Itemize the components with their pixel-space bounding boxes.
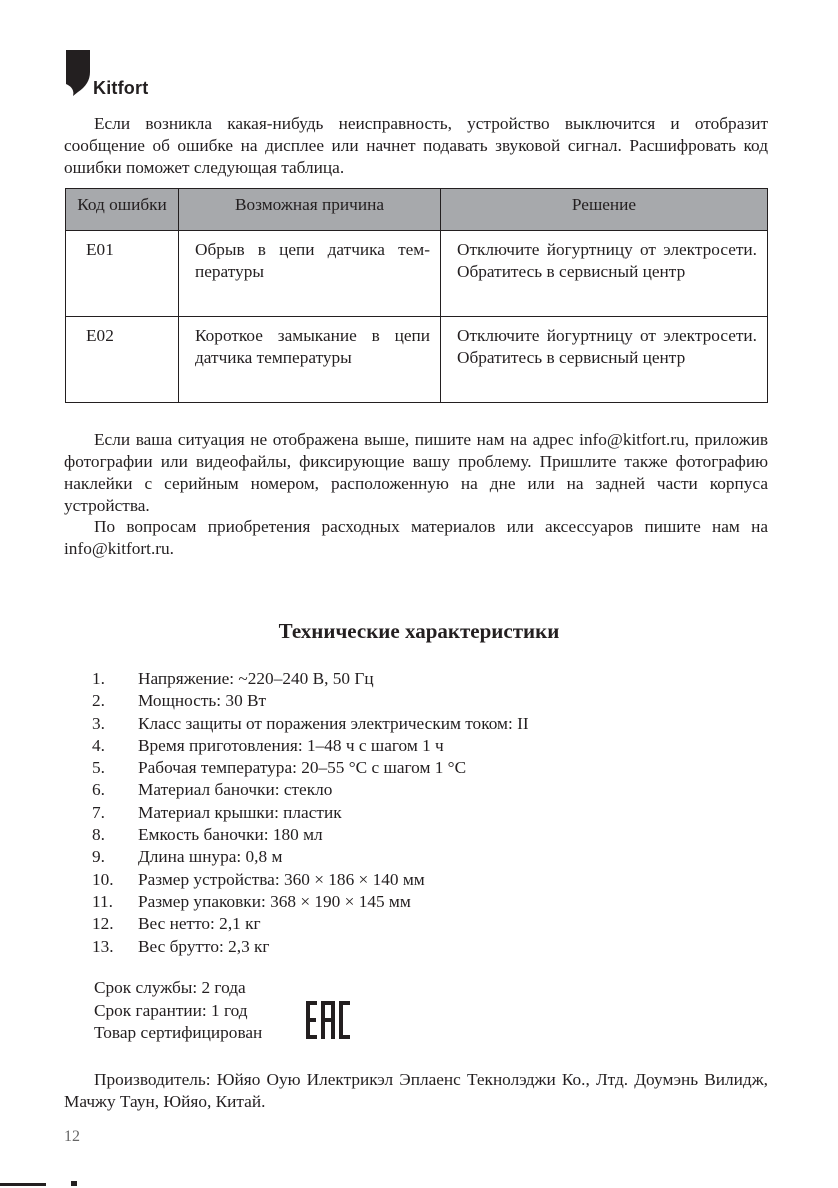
list-item	[92, 735, 529, 757]
brand-name: Kitfort	[93, 78, 149, 98]
list-item-number: 6.	[92, 780, 105, 800]
list-item-text: Длина шнура: 0,8 м	[138, 847, 283, 867]
list-item	[92, 936, 529, 958]
list-item	[92, 869, 529, 891]
error-code-table	[65, 188, 768, 403]
error-code-cell: E01	[66, 231, 179, 317]
list-item-number: 12.	[92, 914, 114, 934]
list-item-number: 7.	[92, 802, 105, 822]
error-code-cell: E02	[66, 317, 179, 403]
list-item-number: 1.	[92, 669, 105, 688]
list-item	[92, 824, 529, 846]
bottom-tick	[71, 1181, 77, 1186]
header-possible-cause: Возможная причина	[179, 189, 441, 231]
table-row	[66, 231, 768, 317]
error-solution-cell: Отключите йогуртницу от электросети. Обратитесь в сервисный центр	[441, 317, 768, 403]
list-item	[92, 668, 529, 690]
list-item-number: 8.	[92, 825, 105, 845]
list-item-text: Мощность: 30 Вт	[138, 691, 267, 711]
list-item-number: 2.	[92, 691, 105, 711]
list-item-number: 5.	[92, 758, 105, 778]
error-solution-cell: Отключите йогуртницу от электросети. Обратитесь в сервисный центр	[441, 231, 768, 317]
table-header-row	[66, 189, 768, 231]
list-item-text: Размер устройства: 360 × 186 × 140 мм	[138, 869, 425, 889]
kitfort-logo-mark-icon	[64, 50, 92, 96]
list-item	[92, 802, 529, 824]
kitfort-logo	[64, 50, 184, 100]
error-cause-cell: Короткое замыкание в цепи датчика температуры	[179, 317, 441, 403]
list-item-text: Время приготовления: 1–48 ч с шагом 1 ч	[138, 735, 444, 755]
error-intro-paragraph: Если возникла какая-нибудь неисправность, устройство выключится и отобразит сообщение об ошибке на дисплее или начнет подавать звуковой сигнал. Расшифровать код ошибки поможет следующая таблица.	[64, 114, 768, 177]
table-row	[66, 317, 768, 403]
specs-title: Технические характеристики	[278, 619, 560, 643]
list-item-number: 9.	[92, 847, 105, 867]
list-item	[92, 779, 529, 801]
list-item-text: Рабочая температура: 20–55 °C с шагом 1 °C	[138, 758, 467, 778]
header-solution: Решение	[441, 189, 768, 231]
list-item-text: Напряжение: ~220–240 В, 50 Гц	[138, 669, 374, 688]
list-item-number: 3.	[92, 713, 105, 733]
list-item	[92, 846, 529, 868]
list-item-text: Класс защиты от поражения электрическим током: II	[138, 713, 529, 733]
list-item-text: Вес нетто: 2,1 кг	[138, 914, 261, 934]
bottom-rule	[0, 1183, 46, 1186]
service-info	[94, 977, 262, 1045]
service-life: Срок службы: 2 года	[94, 978, 246, 997]
supplies-paragraph: По вопросам приобретения расходных материалов или аксессуаров пишите нам на info@kitfort.ru.	[64, 517, 768, 558]
list-item	[92, 690, 529, 712]
list-item-text: Размер упаковки: 368 × 190 × 145 мм	[138, 891, 411, 911]
certification-note: Товар сертифицирован	[94, 1023, 263, 1042]
specs-list	[92, 668, 529, 958]
list-item-text: Материал крышки: пластик	[138, 802, 342, 822]
page-number: 12	[64, 1128, 80, 1145]
list-item-number: 10.	[92, 869, 114, 889]
list-item-text: Емкость баночки: 180 мл	[138, 825, 323, 845]
list-item-number: 11.	[92, 891, 113, 911]
list-item	[92, 891, 529, 913]
list-item	[92, 913, 529, 935]
eac-certification-icon	[305, 1000, 351, 1040]
list-item-text: Вес брутто: 2,3 кг	[138, 936, 270, 956]
manufacturer-paragraph: Производитель: Юйяо Оую Илектрикэл Эплаенс Текнолэджи Ко., Лтд. Доумэнь Вилидж, Мачжу Таун, Юйяо, Китай.	[64, 1070, 768, 1111]
list-item	[92, 713, 529, 735]
list-item-number: 13.	[92, 936, 114, 956]
list-item-text: Материал баночки: стекло	[138, 780, 333, 800]
list-item-number: 4.	[92, 735, 105, 755]
error-cause-cell: Обрыв в цепи датчика температуры	[179, 231, 441, 317]
list-item	[92, 757, 529, 779]
header-error-code: Код ошибки	[66, 189, 179, 231]
contact-paragraph: Если ваша ситуация не отображена выше, пишите нам на адрес info@kitfort.ru, приложив фотографии или видеофайлы, фиксирующие вашу проблему. Пришлите также фотографию наклейки с серийным номером, расположенную на дне или на задней части корпуса устройства.	[64, 430, 768, 515]
warranty-period: Срок гарантии: 1 год	[94, 1000, 248, 1020]
